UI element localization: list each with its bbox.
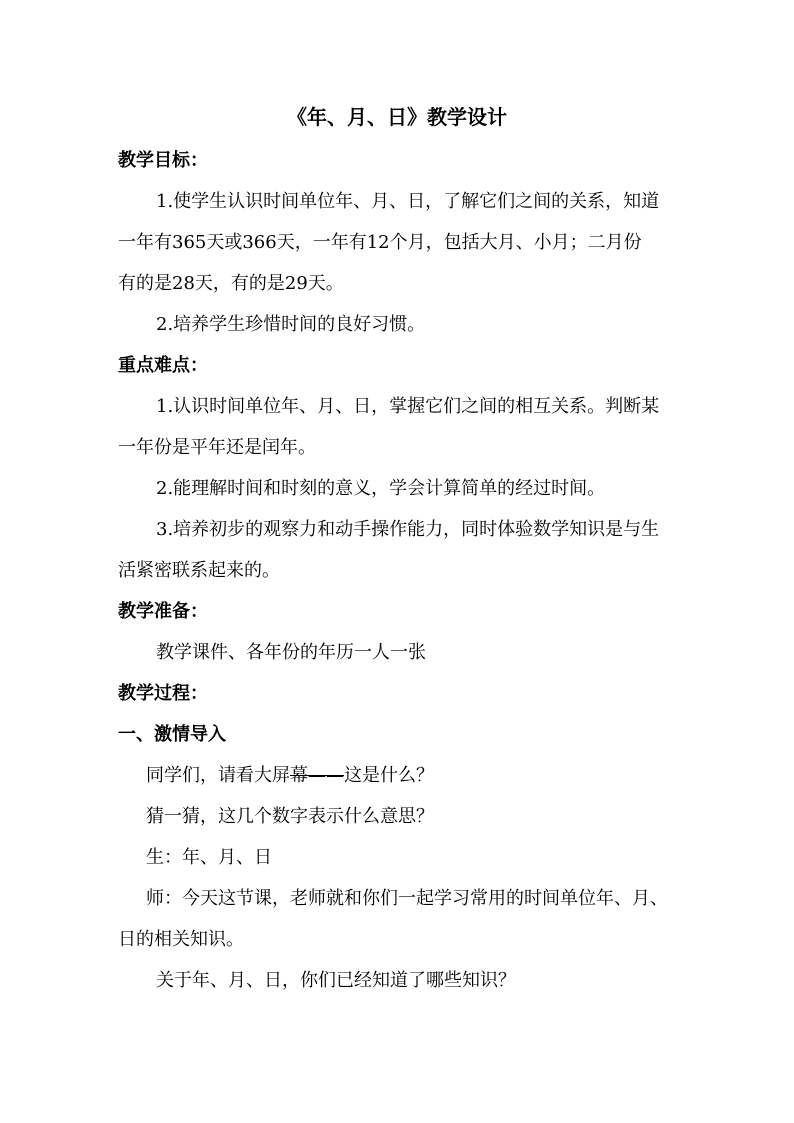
process-line4-line1: 师：今天这节课，老师就和你们一起学习常用的时间单位年、月、 xyxy=(146,888,668,909)
goals-item1-line1: 1.使学生认识时间单位年、月、日，了解它们之间的关系，知道 xyxy=(156,191,660,212)
process-heading: 教学过程： xyxy=(118,683,208,704)
goals-heading: 教学目标： xyxy=(118,150,208,171)
process-line1-part-b: 幕—— xyxy=(290,765,344,786)
process-section1-heading: 一、激情导入 xyxy=(118,724,226,745)
document-body xyxy=(118,140,682,1001)
document-title: 《年、月、日》教学设计 xyxy=(287,105,507,129)
goals-item1-line3: 有的是28天，有的是29天。 xyxy=(118,273,344,294)
preparation-heading: 教学准备： xyxy=(118,601,208,622)
process-line2: 猜一猜，这几个数字表示什么意思？ xyxy=(146,806,434,827)
process-line5: 关于年、月、日，你们已经知道了哪些知识？ xyxy=(156,970,516,991)
process-line1 xyxy=(118,755,682,796)
process-line3: 生：年、月、日 xyxy=(146,847,272,868)
goals-item2: 2.培养学生珍惜时间的良好习惯。 xyxy=(156,314,426,335)
key-points-item3-line1: 3.培养初步的观察力和动手操作能力，同时体验数学知识是与生 xyxy=(156,519,660,540)
key-points-item3-line2: 活紧密联系起来的。 xyxy=(118,560,280,581)
key-points-item1-line1: 1.认识时间单位年、月、日，掌握它们之间的相互关系。判断某 xyxy=(156,396,660,417)
process-line1-part-a: 同学们，请看大屏 xyxy=(146,765,290,786)
preparation-text: 教学课件、各年份的年历一人一张 xyxy=(156,642,426,663)
goals-item1-line2: 一年有365天或366天，一年有12个月，包括大月、小月；二月份 xyxy=(118,232,642,253)
key-points-item1-line2: 一年份是平年还是闰年。 xyxy=(118,437,316,458)
key-points-heading: 重点难点： xyxy=(118,355,208,376)
process-line4-line2: 日的相关知识。 xyxy=(118,929,244,950)
process-line1-part-c: 这是什么？ xyxy=(344,765,434,786)
key-points-item2: 2.能理解时间和时刻的意义，学会计算简单的经过时间。 xyxy=(156,478,606,499)
